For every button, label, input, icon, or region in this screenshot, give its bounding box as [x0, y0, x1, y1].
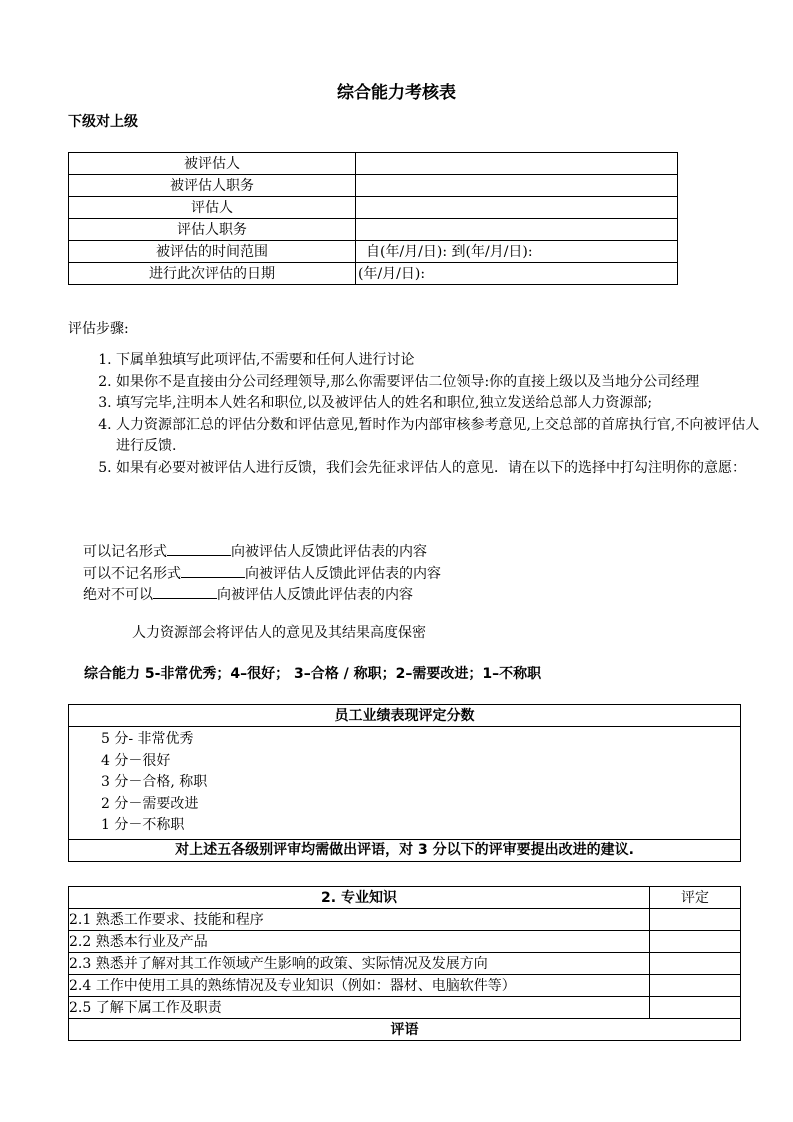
option-blank-field[interactable] — [153, 584, 217, 599]
rating-field[interactable] — [650, 997, 741, 1019]
knowledge-item: 2.3 熟悉并了解对其工作领域产生影响的政策、实际情况及发展方向 — [69, 953, 650, 975]
score-level: 5 分- 非常优秀 — [101, 731, 194, 747]
table-row — [69, 175, 678, 197]
table-row — [69, 909, 741, 931]
steps-heading: 评估步骤: — [68, 321, 129, 337]
table-row — [69, 887, 741, 909]
table-row — [69, 263, 678, 285]
evaluation-info-table — [68, 152, 678, 285]
option-blank-field[interactable] — [167, 541, 231, 556]
rating-field[interactable] — [650, 975, 741, 997]
professional-knowledge-table — [68, 886, 741, 1041]
info-label: 被评估人职务 — [69, 175, 356, 197]
page-title: 综合能力考核表 — [337, 83, 456, 103]
info-label: 评估人职务 — [69, 219, 356, 241]
steps-list — [78, 350, 766, 479]
knowledge-item: 2.5 了解下属工作及职责 — [69, 997, 650, 1019]
list-item: 2. 如果你不是直接由分公司经理领导,那么你需要评估二位领导:你的直接上级以及当地分公司经理 — [116, 372, 766, 394]
info-value-field[interactable] — [356, 175, 678, 197]
performance-score-table — [68, 704, 741, 862]
knowledge-item: 2.1 熟悉工作要求、技能和程序 — [69, 909, 650, 931]
list-item: 4. 人力资源部汇总的评估分数和评估意见,暂时作为内部审核参考意见,上交总部的首席执行官,不向被评估人进行反馈. — [116, 415, 766, 458]
score-level: 2 分－需要改进 — [101, 795, 199, 812]
info-label: 被评估人 — [69, 153, 356, 175]
info-value-field[interactable] — [356, 153, 678, 175]
table-row — [69, 197, 678, 219]
performance-footer: 对上述五各级别评审均需做出评语，对 3 分以下的评审要提出改进的建议. — [69, 839, 741, 861]
knowledge-item: 2.4 工作中使用工具的熟练情况及专业知识（例如：器材、电脑软件等） — [69, 975, 650, 997]
option-label: 向被评估人反馈此评估表的内容 — [231, 544, 427, 560]
list-item: 1. 下属单独填写此项评估,不需要和任何人进行讨论 — [116, 350, 766, 372]
table-row — [69, 241, 678, 263]
knowledge-header: 2. 专业知识 — [69, 887, 650, 909]
info-value-field[interactable]: 自(年/月/日): 到(年/月/日): — [356, 241, 678, 263]
performance-header: 员工业绩表现评定分数 — [69, 705, 741, 727]
feedback-option-never — [83, 584, 413, 604]
table-row — [69, 1019, 741, 1041]
rating-field[interactable] — [650, 931, 741, 953]
rating-field[interactable] — [650, 909, 741, 931]
option-label: 可以不记名形式 — [83, 566, 181, 582]
table-row — [69, 219, 678, 241]
info-value-field[interactable] — [356, 219, 678, 241]
feedback-option-named — [83, 541, 427, 561]
option-blank-field[interactable] — [181, 563, 245, 578]
info-label: 评估人 — [69, 197, 356, 219]
table-row — [69, 953, 741, 975]
score-level: 3 分－合格, 称职 — [101, 774, 208, 790]
option-label: 绝对不可以 — [83, 587, 153, 603]
table-row — [69, 931, 741, 953]
table-row — [69, 153, 678, 175]
info-label: 进行此次评估的日期 — [69, 263, 356, 285]
feedback-option-anonymous — [83, 563, 441, 583]
rating-header: 评定 — [650, 887, 741, 909]
confidentiality-note: 人力资源部会将评估人的意见及其结果高度保密 — [132, 625, 426, 641]
list-item: 3. 填写完毕,注明本人姓名和职位,以及被评估人的姓名和职位,独立发送给总部人力资源部; — [116, 393, 766, 415]
table-row — [69, 705, 741, 727]
page-subtitle: 下级对上级 — [68, 114, 138, 130]
performance-levels — [69, 727, 741, 840]
list-item: 5. 如果有必要对被评估人进行反馈，我们会先征求评估人的意见．请在以下的选择中打勾注明你的意愿： — [116, 458, 766, 480]
knowledge-item: 2.2 熟悉本行业及产品 — [69, 931, 650, 953]
rating-field[interactable] — [650, 953, 741, 975]
info-value-field[interactable]: (年/月/日): — [356, 263, 678, 285]
comment-label: 评语 — [69, 1019, 741, 1041]
table-row — [69, 975, 741, 997]
info-value-field[interactable] — [356, 197, 678, 219]
option-label: 向被评估人反馈此评估表的内容 — [217, 587, 413, 603]
score-level: 1 分－不称职 — [101, 817, 185, 833]
table-row — [69, 727, 741, 840]
table-row — [69, 839, 741, 861]
option-label: 可以记名形式 — [83, 544, 167, 560]
info-label: 被评估的时间范围 — [69, 241, 356, 263]
table-row — [69, 997, 741, 1019]
ability-scale-legend: 综合能力 5-非常优秀；4–很好； 3–合格 / 称职；2–需要改进；1–不称职 — [84, 666, 542, 682]
option-label: 向被评估人反馈此评估表的内容 — [245, 566, 441, 582]
score-level: 4 分－很好 — [101, 752, 171, 769]
